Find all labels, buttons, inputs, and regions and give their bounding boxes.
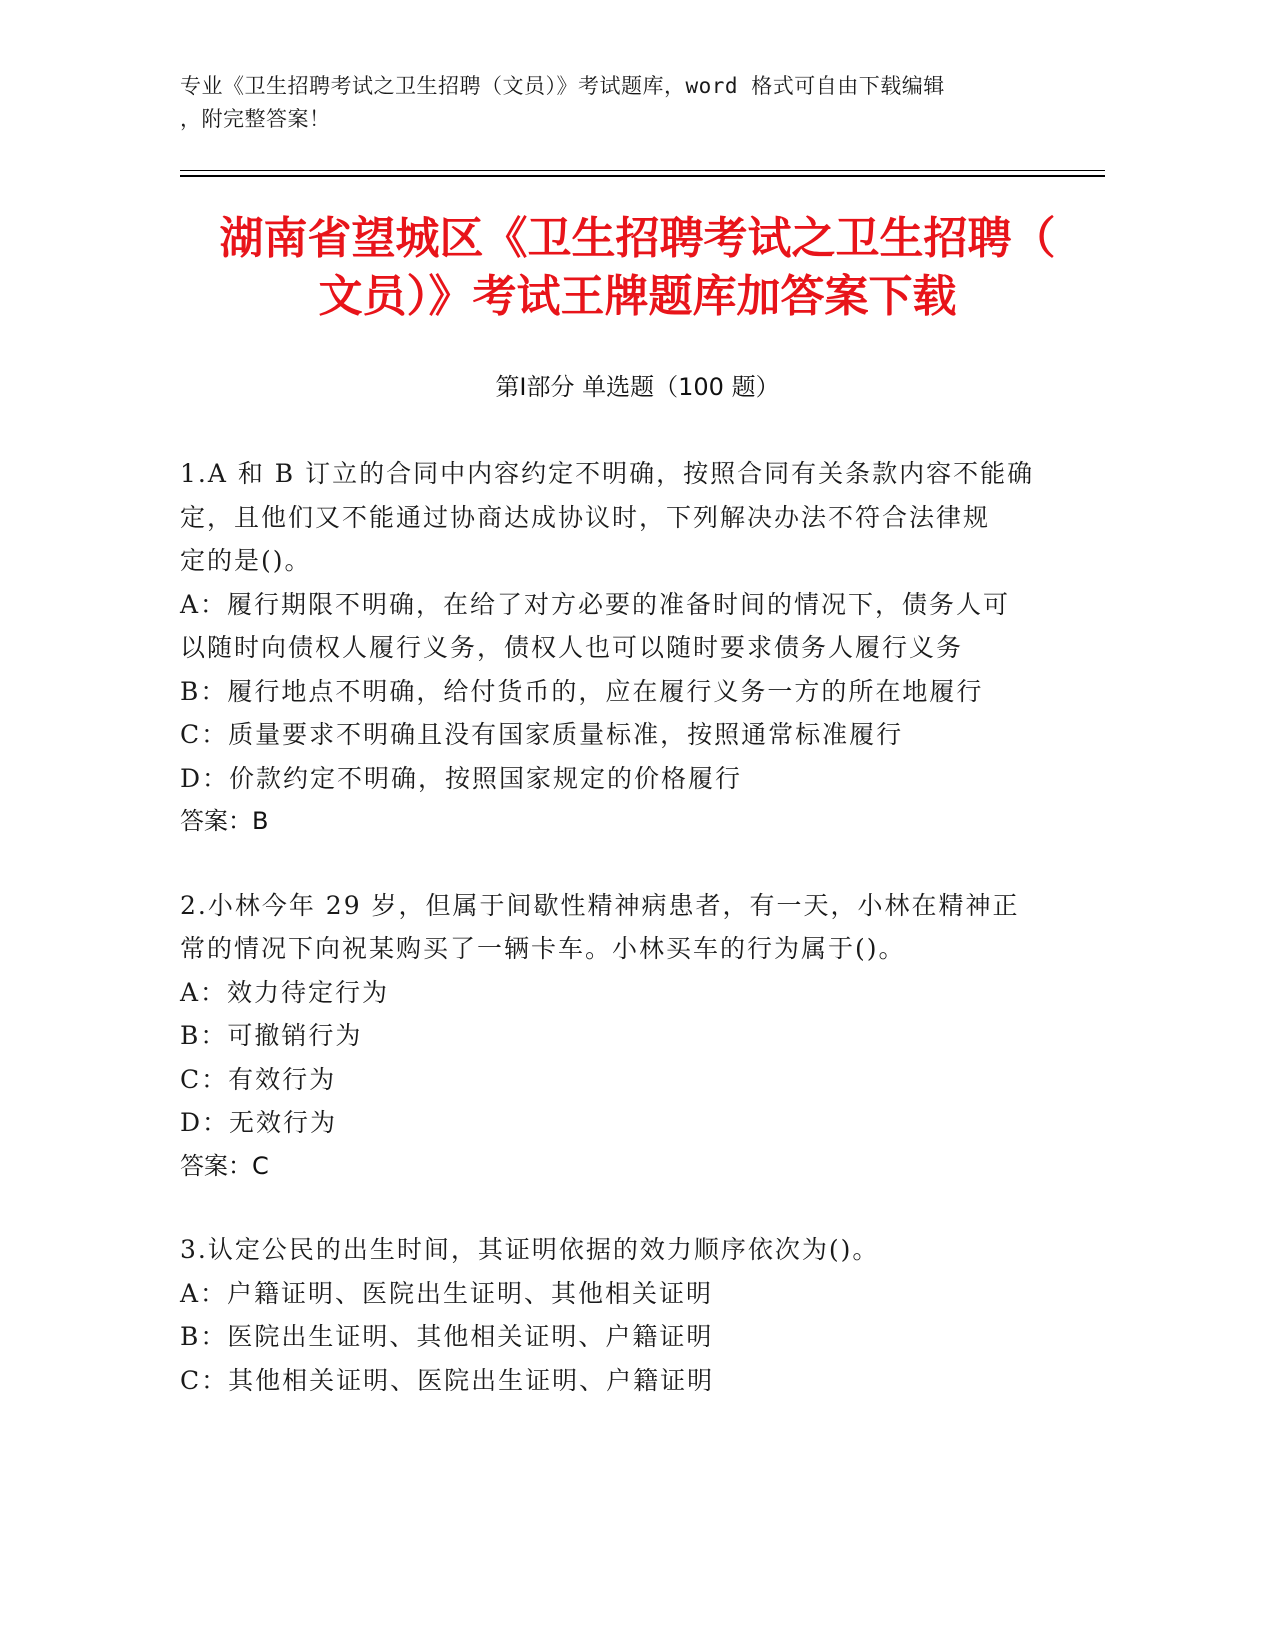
header-rule-thin bbox=[180, 170, 1105, 171]
question-1-stem-line-3: 定的是()。 bbox=[180, 546, 312, 575]
question-2-option-b: B：可撤销行为 bbox=[180, 1021, 363, 1050]
question-2 bbox=[180, 884, 1050, 1189]
question-3 bbox=[180, 1228, 1050, 1402]
question-1-answer: 答案：B bbox=[180, 807, 269, 835]
question-2-answer: 答案：C bbox=[180, 1151, 269, 1180]
question-1-option-b: B：履行地点不明确，给付货币的，应在履行义务一方的所在地履行 bbox=[180, 676, 984, 706]
header-note-line-2: ，附完整答案！ bbox=[180, 107, 331, 131]
question-2-stem-line-2: 常的情况下向祝某购买了一辆卡车。小林买车的行为属于()。 bbox=[180, 934, 906, 963]
document-title bbox=[160, 210, 1115, 326]
question-3-option-a: A：户籍证明、医院出生证明、其他相关证明 bbox=[180, 1278, 714, 1308]
question-2-option-a: A：效力待定行为 bbox=[180, 977, 390, 1007]
question-1-option-c: C：质量要求不明确且没有国家质量标准，按照通常标准履行 bbox=[180, 720, 904, 749]
header-note-line-1: 专业《卫生招聘考试之卫生招聘（文员）》考试题库，word 格式可自由下载编辑 bbox=[180, 74, 945, 98]
header-note bbox=[180, 70, 1040, 136]
document-title-line-1: 湖南省望城区《卫生招聘考试之卫生招聘（ bbox=[219, 213, 1056, 264]
question-3-option-b: B：医院出生证明、其他相关证明、户籍证明 bbox=[180, 1322, 714, 1351]
question-3-stem-line-1: 3.认定公民的出生时间，其证明依据的效力顺序依次为()。 bbox=[180, 1235, 880, 1264]
question-2-option-c: C：有效行为 bbox=[180, 1064, 337, 1094]
question-2-stem-line-1: 2.小林今年 29 岁，但属于间歇性精神病患者，有一天，小林在精神正 bbox=[180, 890, 1020, 920]
section-title: 第Ⅰ部分 单选题（100 题） bbox=[495, 373, 780, 401]
question-1-stem-line-1: 1.A 和 B 订立的合同中内容约定不明确，按照合同有关条款内容不能确 bbox=[180, 459, 1035, 488]
question-1 bbox=[180, 452, 1050, 844]
question-3-option-c: C：其他相关证明、医院出生证明、户籍证明 bbox=[180, 1365, 715, 1395]
document-title-line-2: 文员）》考试王牌题库加答案下载 bbox=[318, 271, 957, 322]
question-1-option-d: D：价款约定不明确，按照国家规定的价格履行 bbox=[180, 763, 743, 793]
question-list bbox=[180, 452, 1050, 1442]
question-1-option-a-line-1: A：履行期限不明确，在给了对方必要的准备时间的情况下，债务人可 bbox=[180, 589, 1011, 619]
question-2-option-d: D：无效行为 bbox=[180, 1108, 338, 1137]
question-1-stem-line-2: 定，且他们又不能通过协商达成协议时，下列解决办法不符合法律规 bbox=[180, 502, 991, 532]
header-rule-thick bbox=[180, 175, 1105, 177]
question-1-option-a-line-2: 以随时向债权人履行义务，债权人也可以随时要求债务人履行义务 bbox=[180, 633, 964, 662]
